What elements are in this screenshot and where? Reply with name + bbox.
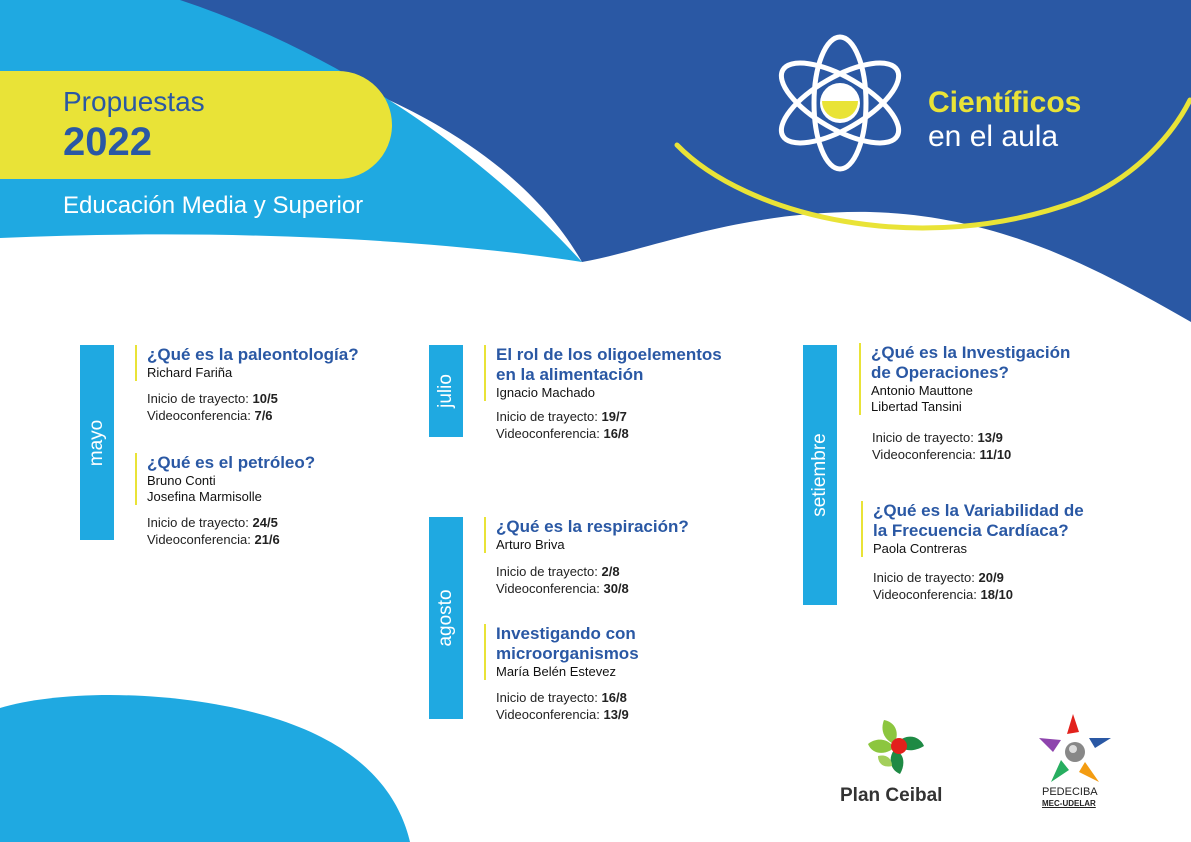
year-label: 2022 xyxy=(63,120,152,164)
event-title: en la alimentación xyxy=(496,365,644,384)
month-label: setiembre xyxy=(809,433,830,517)
event-dates: Inicio de trayecto: 16/8 Videoconferencia: 13/9 xyxy=(496,690,629,722)
plan-ceibal-logo-icon xyxy=(866,718,926,776)
event-microorganismos xyxy=(484,624,639,680)
event-person: Josefina Marmisolle xyxy=(147,489,262,504)
video-date: 13/9 xyxy=(603,707,629,722)
month-label: julio xyxy=(435,374,456,408)
event-person: Ignacio Machado xyxy=(496,385,596,400)
event-oligoelementos xyxy=(484,345,722,401)
atom-icon xyxy=(770,28,910,178)
brand-subtitle: en el aula xyxy=(928,120,1059,153)
event-title: ¿Qué es la respiración? xyxy=(496,517,689,536)
event-dates: Inicio de trayecto: 24/5 Videoconferencia: 21/6 xyxy=(147,515,280,547)
event-person: Libertad Tansini xyxy=(871,399,962,414)
event-person: Antonio Mauttone xyxy=(871,383,973,398)
event-title: ¿Qué es la Variabilidad de xyxy=(873,501,1084,520)
brand-title: Científicos xyxy=(928,86,1082,119)
pedeciba-label: PEDECIBA xyxy=(1042,786,1098,798)
pedeciba-logo-icon xyxy=(1037,712,1113,786)
event-title: la Frecuencia Cardíaca? xyxy=(873,521,1069,540)
event-title: ¿Qué es la Investigación xyxy=(871,343,1071,362)
month-bar-julio xyxy=(429,345,463,437)
pedeciba-sublabel: MEC-UDELAR xyxy=(1042,799,1096,808)
event-person: Paola Contreras xyxy=(873,541,967,556)
month-bar-setiembre xyxy=(803,345,837,605)
event-person: Richard Fariña xyxy=(147,365,233,380)
video-date: 21/6 xyxy=(254,532,280,547)
event-title: microorganismos xyxy=(496,644,639,663)
event-title: Investigando con xyxy=(496,624,636,643)
event-dates: Inicio de trayecto: 13/9 Videoconferencia: 11/10 xyxy=(872,430,1012,462)
event-title: ¿Qué es la paleontología? xyxy=(147,345,359,364)
propuestas-label: Propuestas xyxy=(63,86,205,117)
start-date: 20/9 xyxy=(978,570,1004,585)
month-bar-agosto xyxy=(429,517,463,719)
event-title: El rol de los oligoelementos xyxy=(496,345,722,364)
start-date: 13/9 xyxy=(977,430,1003,445)
event-person: María Belén Estevez xyxy=(496,664,616,679)
start-date: 2/8 xyxy=(601,564,620,579)
month-bar-mayo xyxy=(80,345,114,540)
event-person: Arturo Briva xyxy=(496,537,565,552)
subtitle: Educación Media y Superior xyxy=(63,192,364,219)
video-date: 30/8 xyxy=(603,581,629,596)
event-paleontologia xyxy=(135,345,359,381)
start-date: 19/7 xyxy=(601,409,627,424)
month-label: mayo xyxy=(86,419,107,466)
event-title: de Operaciones? xyxy=(871,363,1009,382)
event-dates: Inicio de trayecto: 19/7 Videoconferencia: 16/8 xyxy=(496,409,629,441)
plan-ceibal-label: Plan Ceibal xyxy=(840,785,943,806)
event-dates: Inicio de trayecto: 10/5 Videoconferencia: 7/6 xyxy=(147,391,278,423)
month-label: agosto xyxy=(435,589,456,647)
start-date: 24/5 xyxy=(252,515,278,530)
event-respiracion xyxy=(484,517,689,553)
event-dates: Inicio de trayecto: 2/8 Videoconferencia: 30/8 xyxy=(496,564,629,596)
video-date: 7/6 xyxy=(254,408,273,423)
start-date: 16/8 xyxy=(601,690,627,705)
event-title: ¿Qué es el petróleo? xyxy=(147,453,316,472)
event-petroleo xyxy=(135,453,315,505)
video-date: 16/8 xyxy=(603,426,629,441)
event-frecuencia-cardiaca xyxy=(861,501,1084,557)
event-person: Bruno Conti xyxy=(147,473,216,488)
start-date: 10/5 xyxy=(252,391,278,406)
event-dates: Inicio de trayecto: 20/9 Videoconferencia: 18/10 xyxy=(873,570,1014,602)
event-operaciones xyxy=(859,343,1070,415)
video-date: 18/10 xyxy=(980,587,1014,602)
video-date: 11/10 xyxy=(979,447,1012,462)
